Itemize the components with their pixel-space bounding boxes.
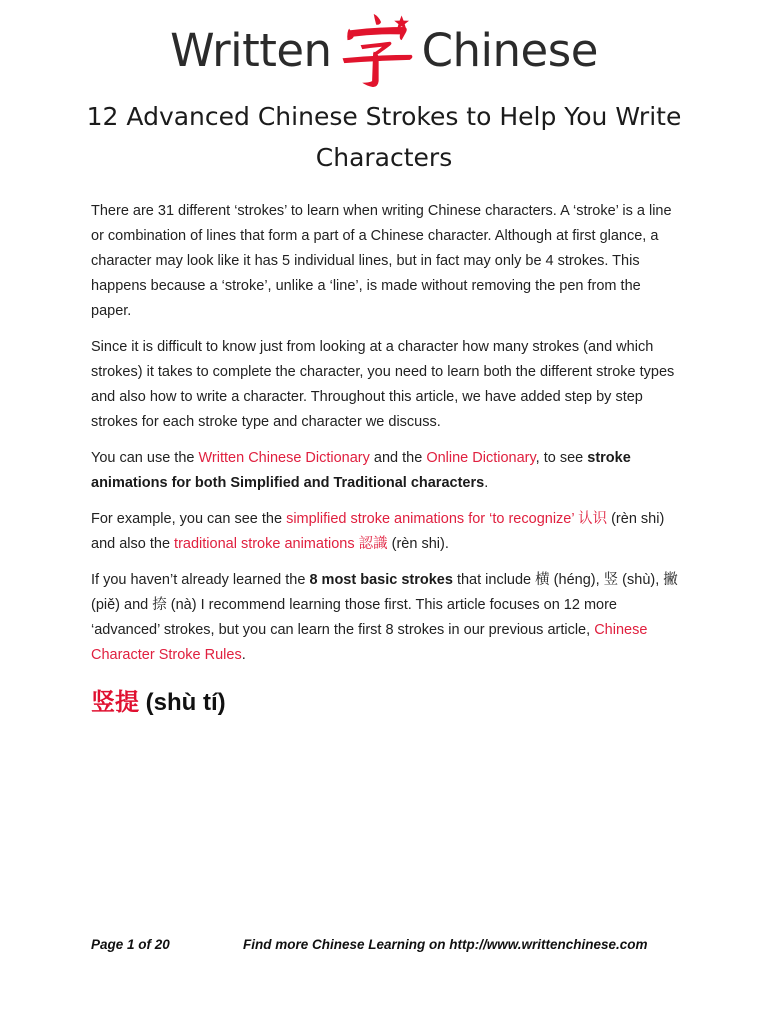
traditional-stroke-animation-link[interactable]: traditional stroke animations 認識: [174, 536, 388, 552]
written-chinese-dictionary-link[interactable]: Written Chinese Dictionary: [198, 450, 370, 466]
logo-text-written: Written: [170, 23, 332, 77]
text-run: You can use the: [91, 450, 199, 466]
section-heading-characters: 竖提: [91, 689, 139, 716]
bold-phrase: stroke animations for both Simplified and Traditional characters: [91, 450, 631, 491]
text-run: (rèn shi).: [387, 536, 449, 552]
bold-phrase: 8 most basic strokes: [309, 572, 453, 588]
page-title: 12 Advanced Chinese Strokes to Help You Write Characters: [86, 102, 682, 172]
stroke-rules-link[interactable]: Chinese Character Stroke Rules: [91, 622, 648, 663]
logo-text-chinese: Chinese: [421, 23, 598, 77]
page-number: Page 1 of 20: [91, 937, 170, 952]
site-logo: [0, 10, 768, 90]
difficulty-paragraph: Since it is difficult to know just from looking at a character how many strokes (and which strokes) it takes to complete the character, you need to learn both the different stroke types and also how to write a character. Throughout this article, we have added step by step strokes for each stroke type and character we discuss.: [91, 339, 675, 430]
text-run: If you haven’t already learned the: [91, 572, 310, 588]
text-run: .: [484, 475, 489, 491]
article-body: [91, 199, 681, 719]
example-paragraph: [91, 507, 681, 557]
text-run: For example, you can see the: [91, 511, 287, 527]
text-run: (rèn shi) and also the: [91, 511, 665, 552]
logo-character-icon: [336, 9, 418, 91]
dictionary-paragraph: [91, 446, 681, 496]
footer-promo: Find more Chinese Learning on http://www.writtenchinese.com: [243, 937, 648, 952]
simplified-stroke-animation-link[interactable]: simplified stroke animations for ‘to recognize’ 认识: [286, 511, 608, 527]
online-dictionary-link[interactable]: Online Dictionary: [426, 450, 536, 466]
text-run: that include 横 (héng), 竖 (shù), 撇 (piě) and 捺 (nà) I recommend learning those first. This article focuses on 12 more ‘advanced’ strokes, but you can learn the first 8 strokes in our previous article,: [91, 572, 678, 638]
text-run: , to see: [535, 450, 588, 466]
section-heading-pinyin: (shù tí): [145, 689, 226, 716]
section-heading: [91, 687, 681, 719]
text-run: and the: [369, 450, 427, 466]
basic-strokes-paragraph: [91, 568, 681, 668]
page-footer: [91, 937, 681, 952]
intro-paragraph: There are 31 different ‘strokes’ to learn when writing Chinese characters. A ‘stroke’ is a line or combination of lines that form a part of a Chinese character. Although at first glance, a character may look like it has 5 individual lines, but in fact may only be 4 strokes. This happens because a ‘stroke’, unlike a ‘line’, is made without removing the pen from the paper.: [91, 203, 672, 319]
text-run: .: [241, 647, 246, 663]
